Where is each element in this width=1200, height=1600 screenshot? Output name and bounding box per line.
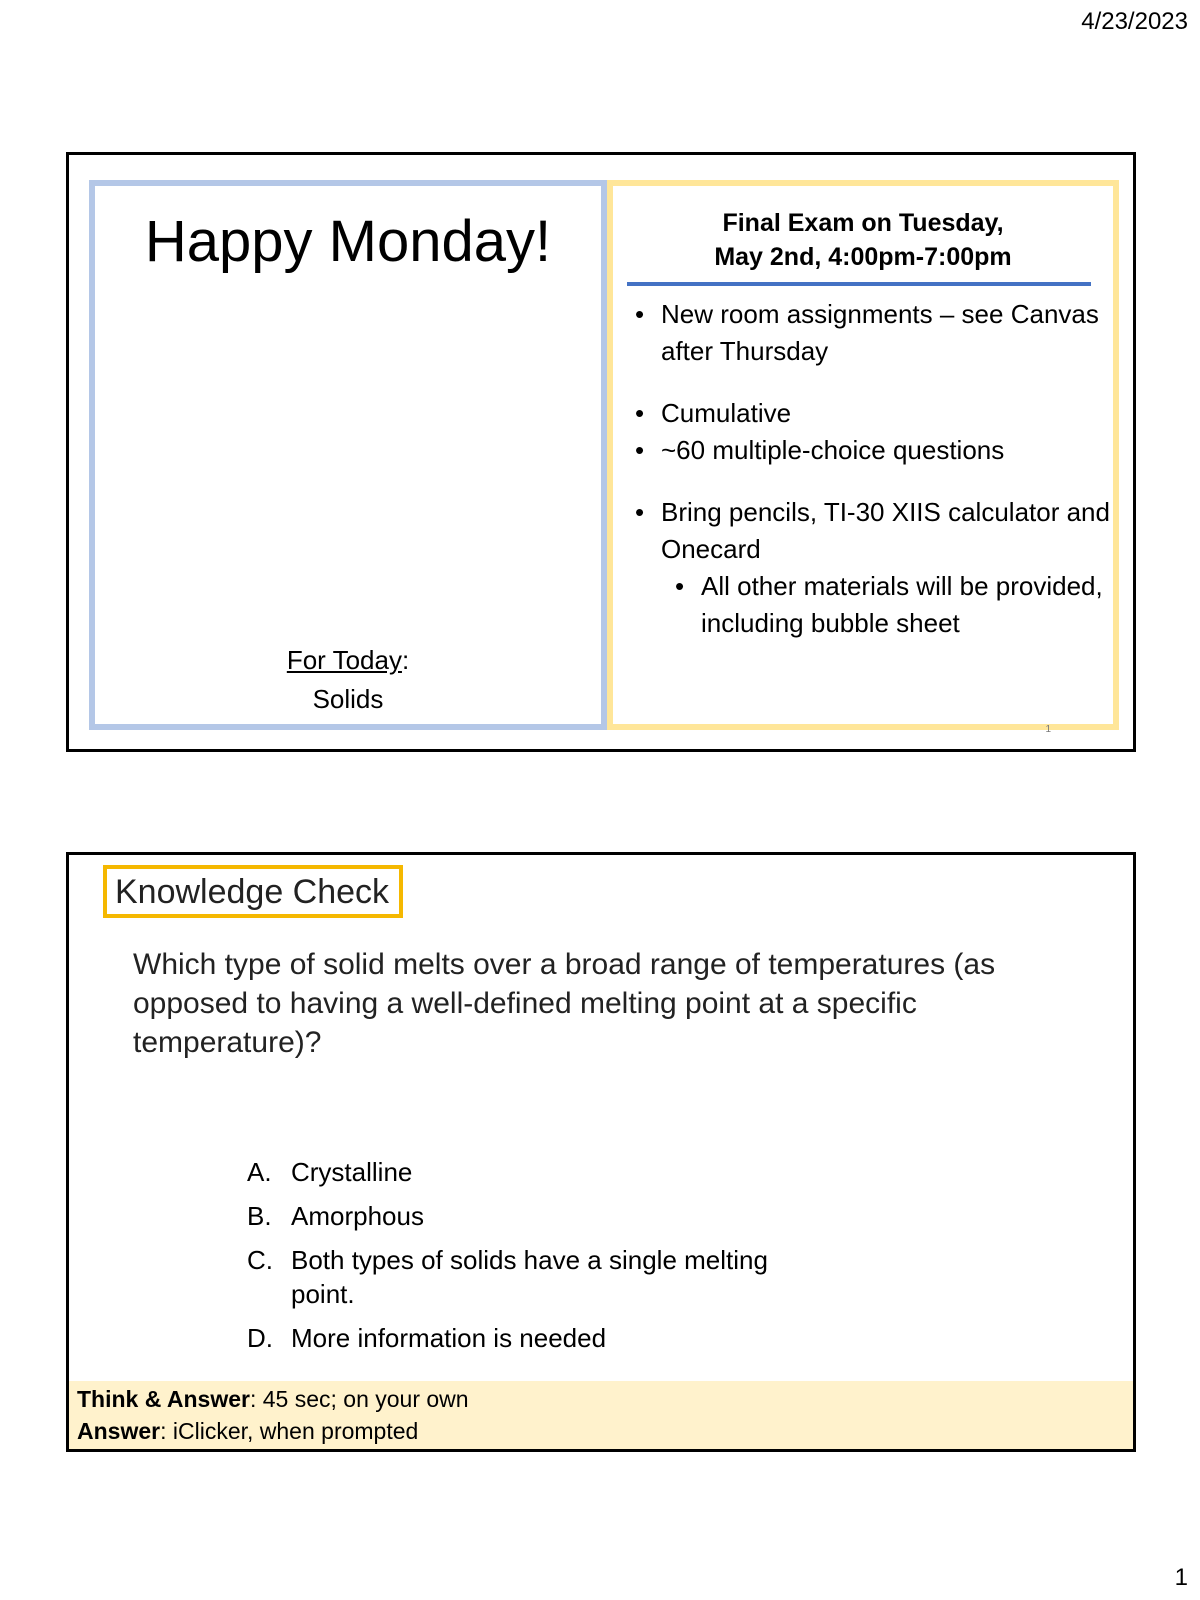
option-a [247, 1155, 847, 1189]
option-c [247, 1243, 847, 1311]
think-text: : 45 sec; on your own [249, 1386, 469, 1412]
for-today-label: For Today [286, 645, 402, 675]
option-text: Crystalline [291, 1157, 413, 1187]
slide-1 [66, 152, 1136, 752]
exam-title-line1: Final Exam on Tuesday, [722, 209, 1004, 237]
subbullet-materials: • All other materials will be provided, including bubble sheet [631, 568, 1111, 642]
exam-bullet-list [631, 296, 1111, 642]
for-today-colon: : [401, 645, 410, 675]
bullet-room-assignments: • New room assignments – see Canvas after Thursday [631, 296, 1111, 370]
slide-number: 1 [1045, 724, 1051, 735]
greeting-title: Happy Monday! [144, 209, 552, 274]
option-letter: C. [247, 1245, 273, 1275]
for-today-topic: Solids [312, 684, 384, 714]
exam-title-line2: May 2nd, 4:00pm-7:00pm [714, 243, 1012, 271]
answer-line [77, 1415, 1133, 1447]
option-text: Amorphous [291, 1201, 424, 1231]
option-b [247, 1199, 847, 1233]
document-date: 4/23/2023 [1081, 8, 1188, 35]
for-today-block [95, 641, 601, 719]
option-text: Both types of solids have a single melting point. [291, 1245, 768, 1309]
think-answer-line [77, 1383, 1133, 1415]
option-text: More information is needed [291, 1323, 607, 1353]
answer-label: Answer [77, 1418, 161, 1444]
instructions-bar [69, 1381, 1133, 1449]
answer-options [247, 1155, 847, 1365]
exam-info-panel [607, 180, 1119, 735]
page-number: 1 [1174, 1564, 1188, 1591]
bullet-bring-items: • Bring pencils, TI-30 XIIS calculator and Onecard [631, 494, 1111, 568]
answer-text: : iClicker, when prompted [160, 1418, 419, 1444]
option-d [247, 1321, 847, 1355]
option-letter: A. [247, 1157, 272, 1187]
slide-2 [66, 852, 1136, 1452]
bullet-cumulative: • Cumulative [631, 395, 1111, 432]
bullet-question-count: • ~60 multiple-choice questions [631, 432, 1111, 469]
exam-title-divider [627, 282, 1091, 286]
exam-title [613, 206, 1113, 274]
option-letter: B. [247, 1201, 272, 1231]
option-letter: D. [247, 1323, 273, 1353]
think-label: Think & Answer [77, 1386, 250, 1412]
question-text: Which type of solid melts over a broad range of temperatures (as opposed to having a well-defined melting point at a specific temperature)? [133, 948, 996, 1059]
knowledge-check-title: Knowledge Check [103, 865, 403, 918]
greeting-panel [89, 180, 607, 730]
